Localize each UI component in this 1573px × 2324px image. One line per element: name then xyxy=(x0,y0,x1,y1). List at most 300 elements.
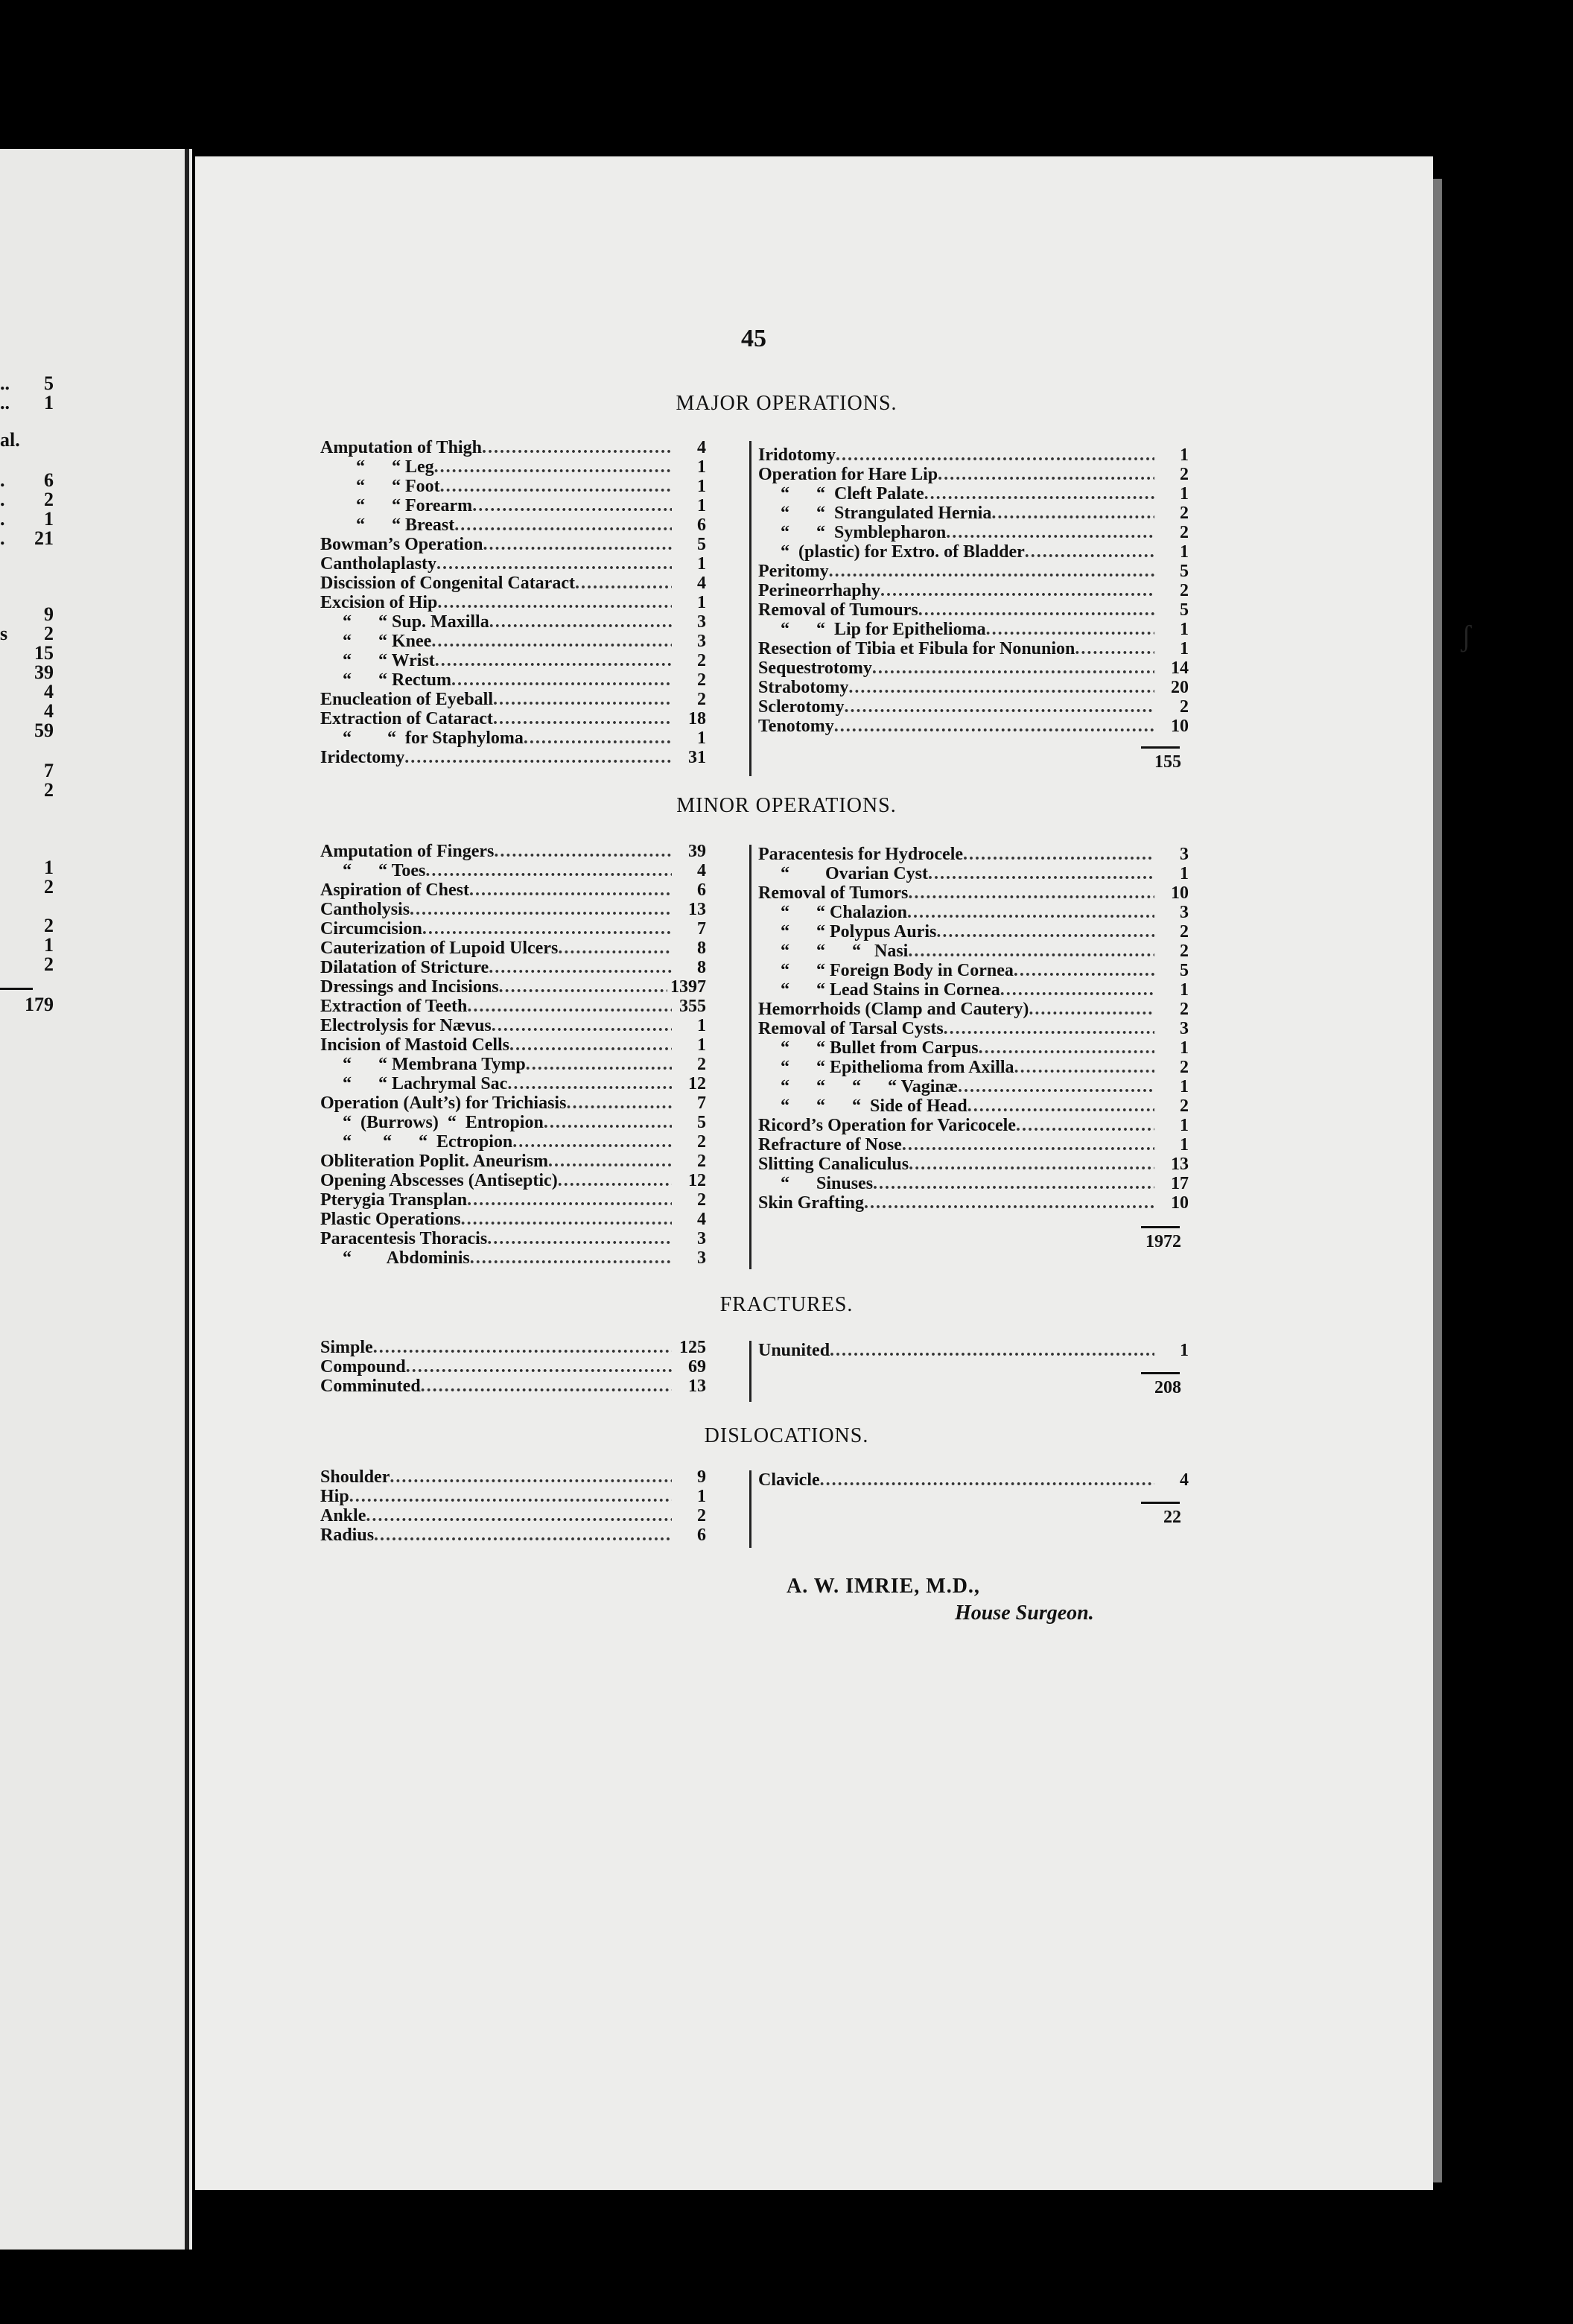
row-label: Shoulder xyxy=(320,1467,390,1487)
leader-dots xyxy=(512,1132,672,1152)
table-row xyxy=(320,958,706,977)
page-number: 45 xyxy=(741,325,766,352)
row-value: 355 xyxy=(679,997,706,1016)
table-row xyxy=(320,690,706,709)
previous-page-value: 179 xyxy=(25,994,54,1015)
row-value: 1 xyxy=(1180,542,1189,562)
fractures-column-rule xyxy=(749,1341,751,1402)
row-value: 1 xyxy=(697,1016,706,1035)
table-row xyxy=(320,1132,706,1152)
row-label: Simple xyxy=(320,1338,373,1357)
row-value: 2 xyxy=(697,1132,706,1152)
previous-page-value: 6 xyxy=(44,469,54,491)
row-label: Ununited xyxy=(758,1341,830,1360)
table-row xyxy=(320,1171,706,1190)
table-row xyxy=(320,748,706,767)
minor-column-rule xyxy=(749,845,751,1269)
signature-name: A. W. IMRIE, M.D., xyxy=(786,1575,980,1598)
dislocations-total-rule xyxy=(1141,1502,1180,1504)
row-label: Cantholysis xyxy=(320,900,410,919)
row-label: “ “ Lip for Epithelioma xyxy=(758,620,986,639)
row-value: 1 xyxy=(697,477,706,496)
page-edge xyxy=(1433,179,1442,2182)
leader-dots xyxy=(373,1338,672,1357)
table-row xyxy=(320,457,706,477)
row-label: Iridectomy xyxy=(320,748,405,767)
row-value: 5 xyxy=(1180,562,1189,581)
row-label: Removal of Tumors xyxy=(758,883,909,903)
row-value: 17 xyxy=(1171,1174,1189,1193)
row-label: Operation (Ault’s) for Trichiasis xyxy=(320,1093,567,1113)
row-label: Slitting Canaliculus xyxy=(758,1155,909,1174)
minor-operations-title: MINOR OPERATIONS. xyxy=(676,794,897,817)
major-right-column xyxy=(758,445,1189,736)
table-row xyxy=(758,1058,1189,1077)
table-row xyxy=(758,620,1189,639)
row-label: Hip xyxy=(320,1487,349,1506)
row-value: 8 xyxy=(697,958,706,977)
row-value: 2 xyxy=(697,1506,706,1525)
row-label: Perineorrhaphy xyxy=(758,581,880,600)
leader-dots xyxy=(421,1377,672,1396)
row-value: 10 xyxy=(1171,717,1189,736)
leader-dots xyxy=(566,1093,672,1113)
table-row xyxy=(758,922,1189,942)
table-row xyxy=(758,697,1189,717)
row-value: 10 xyxy=(1171,883,1189,903)
row-value: 69 xyxy=(688,1357,706,1377)
leader-dots xyxy=(467,997,672,1016)
table-row xyxy=(320,1377,706,1396)
table-row xyxy=(758,942,1189,961)
row-value: 2 xyxy=(697,1190,706,1210)
row-label: Extraction of Cataract xyxy=(320,709,493,728)
table-row xyxy=(320,651,706,670)
table-row xyxy=(320,861,706,880)
leader-dots xyxy=(946,523,1154,542)
previous-page-value: 2 xyxy=(44,623,54,644)
previous-page-line xyxy=(0,876,54,897)
row-value: 6 xyxy=(697,515,706,535)
leader-dots xyxy=(390,1467,672,1487)
row-value: 1397 xyxy=(670,977,706,997)
row-label: Discission of Congenital Cataract xyxy=(320,574,575,593)
leader-dots xyxy=(472,496,672,515)
row-value: 3 xyxy=(697,612,706,632)
leader-dots xyxy=(944,1019,1154,1038)
dislocations-total: 22 xyxy=(1163,1508,1181,1527)
leader-dots xyxy=(848,678,1154,697)
row-value: 1 xyxy=(1180,445,1189,465)
table-row xyxy=(758,1470,1189,1490)
row-label: Strabotomy xyxy=(758,678,849,697)
leader-dots xyxy=(1016,1116,1154,1135)
leader-dots xyxy=(524,728,672,748)
row-value: 1 xyxy=(697,554,706,574)
row-value: 12 xyxy=(688,1074,706,1093)
previous-page-line xyxy=(0,760,54,781)
row-value: 3 xyxy=(1180,845,1189,864)
table-row xyxy=(320,1338,706,1357)
row-value: 5 xyxy=(1180,961,1189,980)
row-value: 125 xyxy=(679,1338,706,1357)
leader-dots xyxy=(820,1470,1154,1490)
leader-dots xyxy=(434,457,672,477)
row-label: Tenotomy xyxy=(758,717,834,736)
previous-page-value: 2 xyxy=(44,915,54,936)
leader-dots xyxy=(499,977,667,997)
row-label: “ “ Toes xyxy=(320,861,426,880)
table-row xyxy=(758,600,1189,620)
row-label: “ “ Foreign Body in Cornea xyxy=(758,961,1014,980)
row-value: 2 xyxy=(697,690,706,709)
leader-dots xyxy=(986,620,1154,639)
previous-page-value: 4 xyxy=(44,700,54,722)
row-value: 1 xyxy=(1180,1077,1189,1096)
table-row xyxy=(758,542,1189,562)
leader-dots xyxy=(928,864,1154,883)
table-row xyxy=(758,504,1189,523)
table-row xyxy=(758,465,1189,484)
leader-dots xyxy=(489,958,672,977)
row-label: “ “ Rectum xyxy=(320,670,451,690)
row-label: “ Sinuses xyxy=(758,1174,874,1193)
row-value: 7 xyxy=(697,1093,706,1113)
row-value: 8 xyxy=(697,939,706,958)
previous-page-value: 4 xyxy=(44,681,54,702)
dislocations-column-rule xyxy=(749,1470,751,1548)
leader-dots xyxy=(544,1113,672,1132)
table-row xyxy=(758,883,1189,903)
previous-page-line xyxy=(0,527,54,548)
row-label: Dressings and Incisions xyxy=(320,977,499,997)
row-value: 2 xyxy=(697,1055,706,1074)
leader-dots xyxy=(979,1038,1154,1058)
row-value: 4 xyxy=(697,861,706,880)
row-value: 5 xyxy=(1180,600,1189,620)
row-label: Comminuted xyxy=(320,1377,421,1396)
table-row xyxy=(320,612,706,632)
row-value: 13 xyxy=(688,1377,706,1396)
table-row xyxy=(758,1096,1189,1116)
row-label: “ “ Lachrymal Sac xyxy=(320,1074,508,1093)
row-label: Bowman’s Operation xyxy=(320,535,483,554)
row-value: 39 xyxy=(688,842,706,861)
row-value: 2 xyxy=(1180,942,1189,961)
previous-page-value: 2 xyxy=(44,876,54,898)
row-value: 1 xyxy=(697,496,706,515)
leader-dots xyxy=(374,1525,672,1545)
leader-dots xyxy=(406,1357,672,1377)
row-label: Skin Grafting xyxy=(758,1193,865,1213)
table-row xyxy=(758,562,1189,581)
row-value: 1 xyxy=(697,457,706,477)
major-total-rule xyxy=(1141,746,1180,749)
previous-page-value: 1 xyxy=(44,857,54,878)
leader-dots xyxy=(349,1487,672,1506)
row-label: Plastic Operations xyxy=(320,1210,461,1229)
table-row xyxy=(320,919,706,939)
leader-dots xyxy=(909,1155,1154,1174)
leader-dots xyxy=(558,1171,672,1190)
leader-dots xyxy=(907,903,1154,922)
leader-dots xyxy=(548,1152,672,1171)
table-row xyxy=(758,484,1189,504)
table-row xyxy=(320,977,706,997)
row-label: Excision of Hip xyxy=(320,593,438,612)
row-label: Sequestrotomy xyxy=(758,658,872,678)
previous-page-line xyxy=(0,623,54,644)
leader-dots xyxy=(836,445,1154,465)
previous-page-line xyxy=(0,720,54,740)
row-label: Aspiration of Chest xyxy=(320,880,470,900)
row-value: 1 xyxy=(1180,980,1189,1000)
row-value: 1 xyxy=(1180,1135,1189,1155)
table-row xyxy=(320,1506,706,1525)
table-row xyxy=(758,1174,1189,1193)
row-label: “ “ “ Side of Head xyxy=(758,1096,967,1116)
row-value: 13 xyxy=(1171,1155,1189,1174)
row-label: Incision of Mastoid Cells xyxy=(320,1035,510,1055)
row-label: Radius xyxy=(320,1525,375,1545)
row-value: 1 xyxy=(1180,1341,1189,1360)
minor-total: 1972 xyxy=(1145,1232,1181,1251)
row-label: “ “ Membrana Tymp xyxy=(320,1055,526,1074)
leader-dots xyxy=(872,658,1154,678)
table-row xyxy=(758,445,1189,465)
previous-page-value: 2 xyxy=(44,779,54,801)
previous-page-line xyxy=(0,489,54,509)
leader-dots xyxy=(834,717,1154,736)
signature-title: House Surgeon. xyxy=(955,1601,1094,1625)
row-label: Cauterization of Lupoid Ulcers xyxy=(320,939,559,958)
leader-dots xyxy=(366,1506,672,1525)
row-label: Operation for Hare Lip xyxy=(758,465,938,484)
row-value: 13 xyxy=(688,900,706,919)
row-value: 4 xyxy=(697,574,706,593)
table-row xyxy=(320,939,706,958)
row-label: “ “ Wrist xyxy=(320,651,435,670)
previous-page-line xyxy=(0,508,54,529)
previous-page-lead: . xyxy=(0,489,5,510)
leader-dots xyxy=(404,748,672,767)
previous-page-value: 1 xyxy=(44,392,54,413)
row-label: Ankle xyxy=(320,1506,366,1525)
table-row xyxy=(320,1525,706,1545)
row-label: Obliteration Poplit. Aneurism xyxy=(320,1152,548,1171)
leader-dots xyxy=(492,1016,672,1035)
row-label: Paracentesis for Hydrocele xyxy=(758,845,964,864)
row-label: Amputation of Fingers xyxy=(320,842,495,861)
row-label: “ “ Breast xyxy=(320,515,455,535)
row-label: Amputation of Thigh xyxy=(320,438,482,457)
row-value: 1 xyxy=(1180,484,1189,504)
row-label: “ “ Strangulated Hernia xyxy=(758,504,992,523)
row-value: 1 xyxy=(1180,1116,1189,1135)
leader-dots xyxy=(1029,1000,1154,1019)
previous-page-lead: . xyxy=(0,527,5,549)
table-row xyxy=(758,1019,1189,1038)
row-label: “ “ Knee xyxy=(320,632,432,651)
row-value: 4 xyxy=(697,438,706,457)
leader-dots xyxy=(487,1229,672,1248)
table-row xyxy=(320,1467,706,1487)
previous-page-lead: . xyxy=(0,469,5,491)
table-row xyxy=(758,678,1189,697)
row-value: 1 xyxy=(1180,864,1189,883)
minor-left-column xyxy=(320,842,706,1268)
leader-dots xyxy=(1025,542,1154,562)
row-value: 2 xyxy=(1180,922,1189,942)
table-row xyxy=(320,1487,706,1506)
row-label: “ “ “ Ectropion xyxy=(320,1132,513,1152)
leader-dots xyxy=(470,1248,672,1268)
row-value: 1 xyxy=(697,1035,706,1055)
table-row xyxy=(758,1155,1189,1174)
row-label: “ Abdominis xyxy=(320,1248,470,1268)
leader-dots xyxy=(575,574,672,593)
row-label: “ “ Foot xyxy=(320,477,440,496)
previous-page-value: 5 xyxy=(44,372,54,394)
leader-dots xyxy=(451,670,672,690)
table-row xyxy=(320,1113,706,1132)
table-row xyxy=(320,574,706,593)
table-row xyxy=(758,581,1189,600)
leader-dots xyxy=(467,1190,672,1210)
leader-dots xyxy=(963,845,1154,864)
row-label: Extraction of Teeth xyxy=(320,997,468,1016)
previous-page-line xyxy=(0,857,54,877)
row-label: Cantholaplasty xyxy=(320,554,437,574)
table-row xyxy=(320,496,706,515)
dislocations-title: DISLOCATIONS. xyxy=(704,1424,869,1447)
major-left-column xyxy=(320,438,706,767)
table-row xyxy=(320,593,706,612)
table-row xyxy=(320,438,706,457)
row-value: 2 xyxy=(1180,1000,1189,1019)
row-value: 2 xyxy=(697,651,706,670)
table-row xyxy=(320,1055,706,1074)
fractures-total: 208 xyxy=(1154,1378,1181,1397)
row-label: Refracture of Nose xyxy=(758,1135,902,1155)
row-label: Hemorrhoids (Clamp and Cautery) xyxy=(758,1000,1029,1019)
row-label: Dilatation of Stricture xyxy=(320,958,489,977)
leader-dots xyxy=(991,504,1154,523)
row-label: “ “ “ “ Vaginæ xyxy=(758,1077,959,1096)
table-row xyxy=(758,1135,1189,1155)
leader-dots xyxy=(526,1055,672,1074)
table-row xyxy=(758,1193,1189,1213)
row-value: 1 xyxy=(1180,1038,1189,1058)
row-label: “ “ Symblepharon xyxy=(758,523,947,542)
previous-page-value: 2 xyxy=(44,489,54,510)
row-label: “ “ Leg xyxy=(320,457,434,477)
leader-dots xyxy=(483,535,672,554)
previous-page-line xyxy=(0,469,54,490)
table-row xyxy=(758,903,1189,922)
leader-dots xyxy=(489,612,672,632)
row-value: 2 xyxy=(1180,465,1189,484)
leader-dots xyxy=(1000,980,1154,1000)
table-row xyxy=(320,1074,706,1093)
table-row xyxy=(320,842,706,861)
table-row xyxy=(758,717,1189,736)
row-label: Removal of Tumours xyxy=(758,600,918,620)
leader-dots xyxy=(936,922,1154,942)
table-row xyxy=(320,728,706,748)
row-label: Ricord’s Operation for Varicocele xyxy=(758,1116,1016,1135)
leader-dots xyxy=(1014,1058,1154,1077)
row-label: Removal of Tarsal Cysts xyxy=(758,1019,944,1038)
leader-dots xyxy=(902,1135,1154,1155)
leader-dots xyxy=(880,581,1154,600)
row-label: “ “ Chalazion xyxy=(758,903,908,922)
previous-page-lead: al. xyxy=(0,429,20,451)
table-row xyxy=(758,1341,1189,1360)
leader-dots xyxy=(830,1341,1154,1360)
previous-page-value: 15 xyxy=(34,642,54,664)
previous-page-line xyxy=(0,372,54,393)
leader-dots xyxy=(558,939,672,958)
previous-page-line xyxy=(0,681,54,702)
table-row xyxy=(320,1016,706,1035)
row-value: 2 xyxy=(1180,581,1189,600)
previous-page-value: 2 xyxy=(44,953,54,975)
table-row xyxy=(320,554,706,574)
leader-dots xyxy=(509,1035,672,1055)
row-label: Iridotomy xyxy=(758,445,836,465)
row-value: 2 xyxy=(1180,523,1189,542)
leader-dots xyxy=(425,861,672,880)
table-row xyxy=(758,1038,1189,1058)
row-label: “ (plastic) for Extro. of Bladder xyxy=(758,542,1025,562)
row-label: “ (Burrows) “ Entropion xyxy=(320,1113,544,1132)
table-row xyxy=(758,980,1189,1000)
row-value: 3 xyxy=(697,632,706,651)
row-value: 2 xyxy=(1180,697,1189,717)
row-value: 6 xyxy=(697,1525,706,1545)
minor-right-column xyxy=(758,845,1189,1213)
leader-dots xyxy=(938,465,1154,484)
leader-dots xyxy=(967,1096,1154,1116)
row-value: 5 xyxy=(697,1113,706,1132)
row-value: 6 xyxy=(697,880,706,900)
leader-dots xyxy=(958,1077,1154,1096)
leader-dots xyxy=(410,900,672,919)
row-label: “ “ Sup. Maxilla xyxy=(320,612,489,632)
row-value: 3 xyxy=(1180,903,1189,922)
row-label: Compound xyxy=(320,1357,406,1377)
leader-dots xyxy=(1014,961,1154,980)
row-value: 3 xyxy=(1180,1019,1189,1038)
leader-dots xyxy=(436,554,672,574)
table-row xyxy=(758,523,1189,542)
table-row xyxy=(320,1248,706,1268)
previous-page-value: 9 xyxy=(44,603,54,625)
row-value: 20 xyxy=(1171,678,1189,697)
row-label: Paracentesis Thoracis xyxy=(320,1229,488,1248)
major-operations-title: MAJOR OPERATIONS. xyxy=(676,392,897,415)
stray-mark: ʃ xyxy=(1461,619,1472,653)
row-value: 1 xyxy=(697,593,706,612)
row-value: 1 xyxy=(1180,639,1189,658)
row-label: Pterygia Transplan xyxy=(320,1190,468,1210)
previous-page-value: 1 xyxy=(44,934,54,956)
row-value: 2 xyxy=(697,670,706,690)
row-label: “ “ Epithelioma from Axilla xyxy=(758,1058,1014,1077)
leader-dots xyxy=(864,1193,1154,1213)
row-value: 14 xyxy=(1171,658,1189,678)
